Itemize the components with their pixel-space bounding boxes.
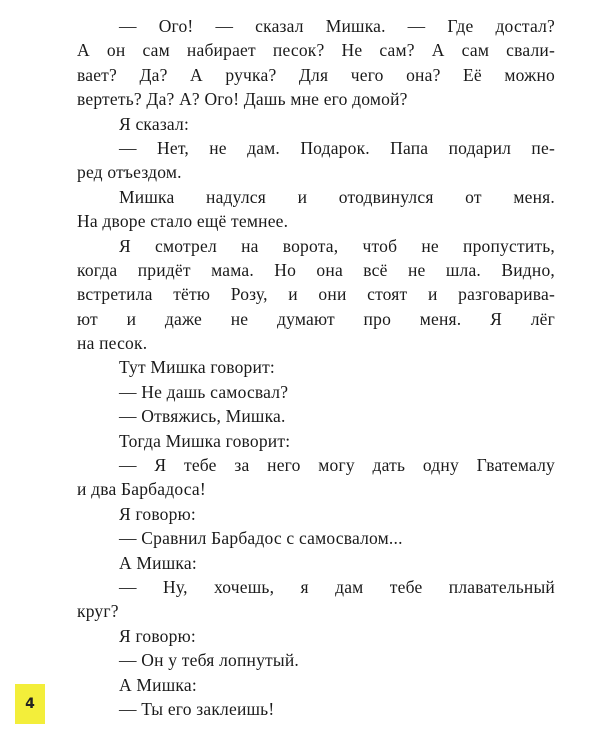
text-line: — Отвяжись, Мишка.: [119, 406, 286, 427]
text-line: Тогда Мишка говорит:: [119, 430, 291, 451]
text-line: — Ты его заклеишь!: [119, 698, 275, 719]
text-line: — Не дашь самосвал?: [119, 381, 289, 402]
text-line: — Ого! — сказал Мишка. — Где достал?: [119, 16, 555, 36]
text-line: Мишка надулся и отодвинулся от меня.: [119, 186, 555, 207]
text-line: круг?: [77, 601, 119, 622]
text-line: встретила тётю Розу, и они стоят и разговарива-: [77, 284, 555, 305]
text-line: Я смотрел на ворота, чтоб не пропустить,: [119, 235, 555, 256]
page-number: 4: [25, 696, 35, 712]
text-line: когда придёт мама. Но она всё не шла. Видно,: [77, 259, 555, 280]
text-line: ют и даже не думают про меня. Я лёг: [77, 308, 555, 329]
text-line: вертеть? Да? А? Ого! Дашь мне его домой?: [77, 89, 408, 110]
text-line: Я говорю:: [119, 503, 196, 524]
text-line: — Я тебе за него могу дать одну Гватемалу: [119, 455, 555, 476]
page-number-badge: [15, 684, 45, 724]
text-line: — Ну, хочешь, я дам тебе плавательный: [119, 576, 555, 597]
text-line: и два Барбадоса!: [77, 479, 206, 500]
text-line: на песок.: [77, 333, 148, 354]
text-line: — Он у тебя лопнутый.: [119, 650, 299, 671]
text-line: Я говорю:: [119, 625, 196, 646]
text-line: ред отъездом.: [77, 162, 182, 183]
text-line: Тут Мишка говорит:: [119, 357, 275, 378]
text-line: А Мишка:: [119, 552, 197, 573]
text-line: — Нет, не дам. Подарок. Папа подарил пе-: [119, 137, 555, 158]
text-line: вает? Да? А ручка? Для чего она? Её можно: [77, 64, 555, 85]
text-line: А Мишка:: [119, 674, 197, 695]
text-line: — Сравнил Барбадос с самосвалом...: [119, 528, 403, 549]
text-line: Я сказал:: [119, 113, 190, 134]
story-text: [77, 14, 555, 721]
text-line: На дворе стало ещё темнее.: [77, 211, 289, 232]
text-line: А он сам набирает песок? Не сам? А сам свали-: [77, 40, 555, 61]
